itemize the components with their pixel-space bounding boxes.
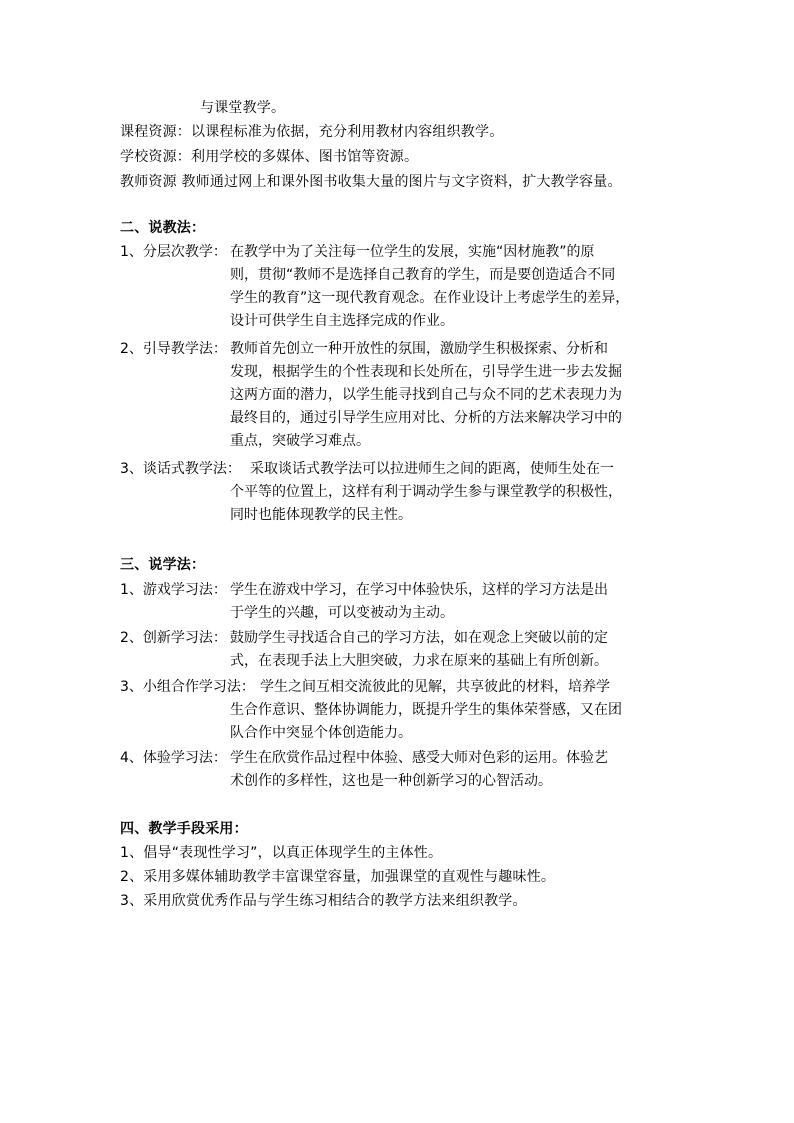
item-label: 3、小组合作学习法： — [120, 679, 255, 695]
teacher-resources: 教师资源 教师通过网上和课外图书收集大量的图片与文字资料，扩大教学容量。 — [120, 174, 622, 190]
list-item: 1、倡导“表现性学习”，以真正体现学生的主体性。 — [120, 845, 443, 861]
course-resources: 课程资源：以课程标准为依据，充分利用教材内容组织教学。 — [120, 124, 504, 140]
item-label: 1、分层次教学： — [120, 244, 227, 260]
item-text-first-line: 学生在游戏中学习，在学习中体验快乐，这样的学习方法是出 — [230, 582, 608, 598]
item-label: 3、谈话式教学法： — [120, 461, 241, 477]
item-text-first-line: 鼓励学生寻找适合自己的学习方法，如在观念上突破以前的定 — [230, 630, 608, 646]
section-heading-teaching-means: 四、教学手段采用： — [120, 821, 248, 837]
item-text-first-line: 采取谈话式教学法可以拉进师生之间的距离，使师生处在一 — [250, 461, 614, 477]
item-text-rest: 则，贯彻“教师不是选择自己教育的学生，而是要创造适合不同 学生的教育”这一现代教育观念。在作业设计上考虑学生的差异， 设计可供学生自主选择完成的作业。 — [230, 267, 630, 329]
section-heading-teaching-methods: 二、说教法： — [120, 220, 206, 236]
item-text-rest: 于学生的兴趣，可以变被动为主动。 — [230, 605, 454, 621]
resources-continuation: 与课堂教学。 — [200, 100, 286, 116]
item-label: 1、游戏学习法： — [120, 582, 227, 598]
item-text-rest: 发现，根据学生的个性表现和长处所在，引导学生进一步去发掘 这两方面的潜力，以学生能寻找到自己与众不同的艺术表现力为 最终目的，通过引导学生应用对比、分析的方法来解决学习中的 重点，突破学习难点。 — [230, 364, 622, 449]
item-text-first-line: 学生之间互相交流彼此的见解，共享彼此的材料，培养学 — [260, 679, 610, 695]
item-text-first-line: 学生在欣赏作品过程中体验、感受大师对色彩的运用。体验艺 — [230, 750, 608, 766]
item-text-rest: 生合作意识、整体协调能力，既提升学生的集体荣誉感，又在团 队合作中突显个体创造能力。 — [230, 702, 622, 741]
section-heading-learning-methods: 三、说学法： — [120, 557, 206, 573]
list-item: 3、采用欣赏优秀作品与学生练习相结合的教学方法来组织教学。 — [120, 893, 527, 909]
item-text-first-line: 在教学中为了关注每一位学生的发展，实施“因材施教”的原 — [230, 244, 595, 260]
item-label: 2、引导教学法： — [120, 341, 227, 357]
item-text-rest: 个平等的位置上，这样有利于调动学生参与课堂教学的积极性， 同时也能体现教学的民主性。 — [230, 484, 622, 523]
item-text-rest: 术创作的多样性，这也是一种创新学习的心智活动。 — [230, 773, 552, 789]
item-text-first-line: 教师首先创立一种开放性的氛围，激励学生积极探索、分析和 — [230, 341, 608, 357]
item-text-rest: 式，在表现手法上大胆突破，力求在原来的基础上有所创新。 — [230, 653, 608, 669]
item-label: 2、创新学习法： — [120, 630, 227, 646]
list-item: 2、采用多媒体辅助教学丰富课堂容量，加强课堂的直观性与趣味性。 — [120, 869, 556, 885]
school-resources: 学校资源：利用学校的多媒体、图书馆等资源。 — [120, 149, 419, 165]
item-label: 4、体验学习法： — [120, 750, 227, 766]
